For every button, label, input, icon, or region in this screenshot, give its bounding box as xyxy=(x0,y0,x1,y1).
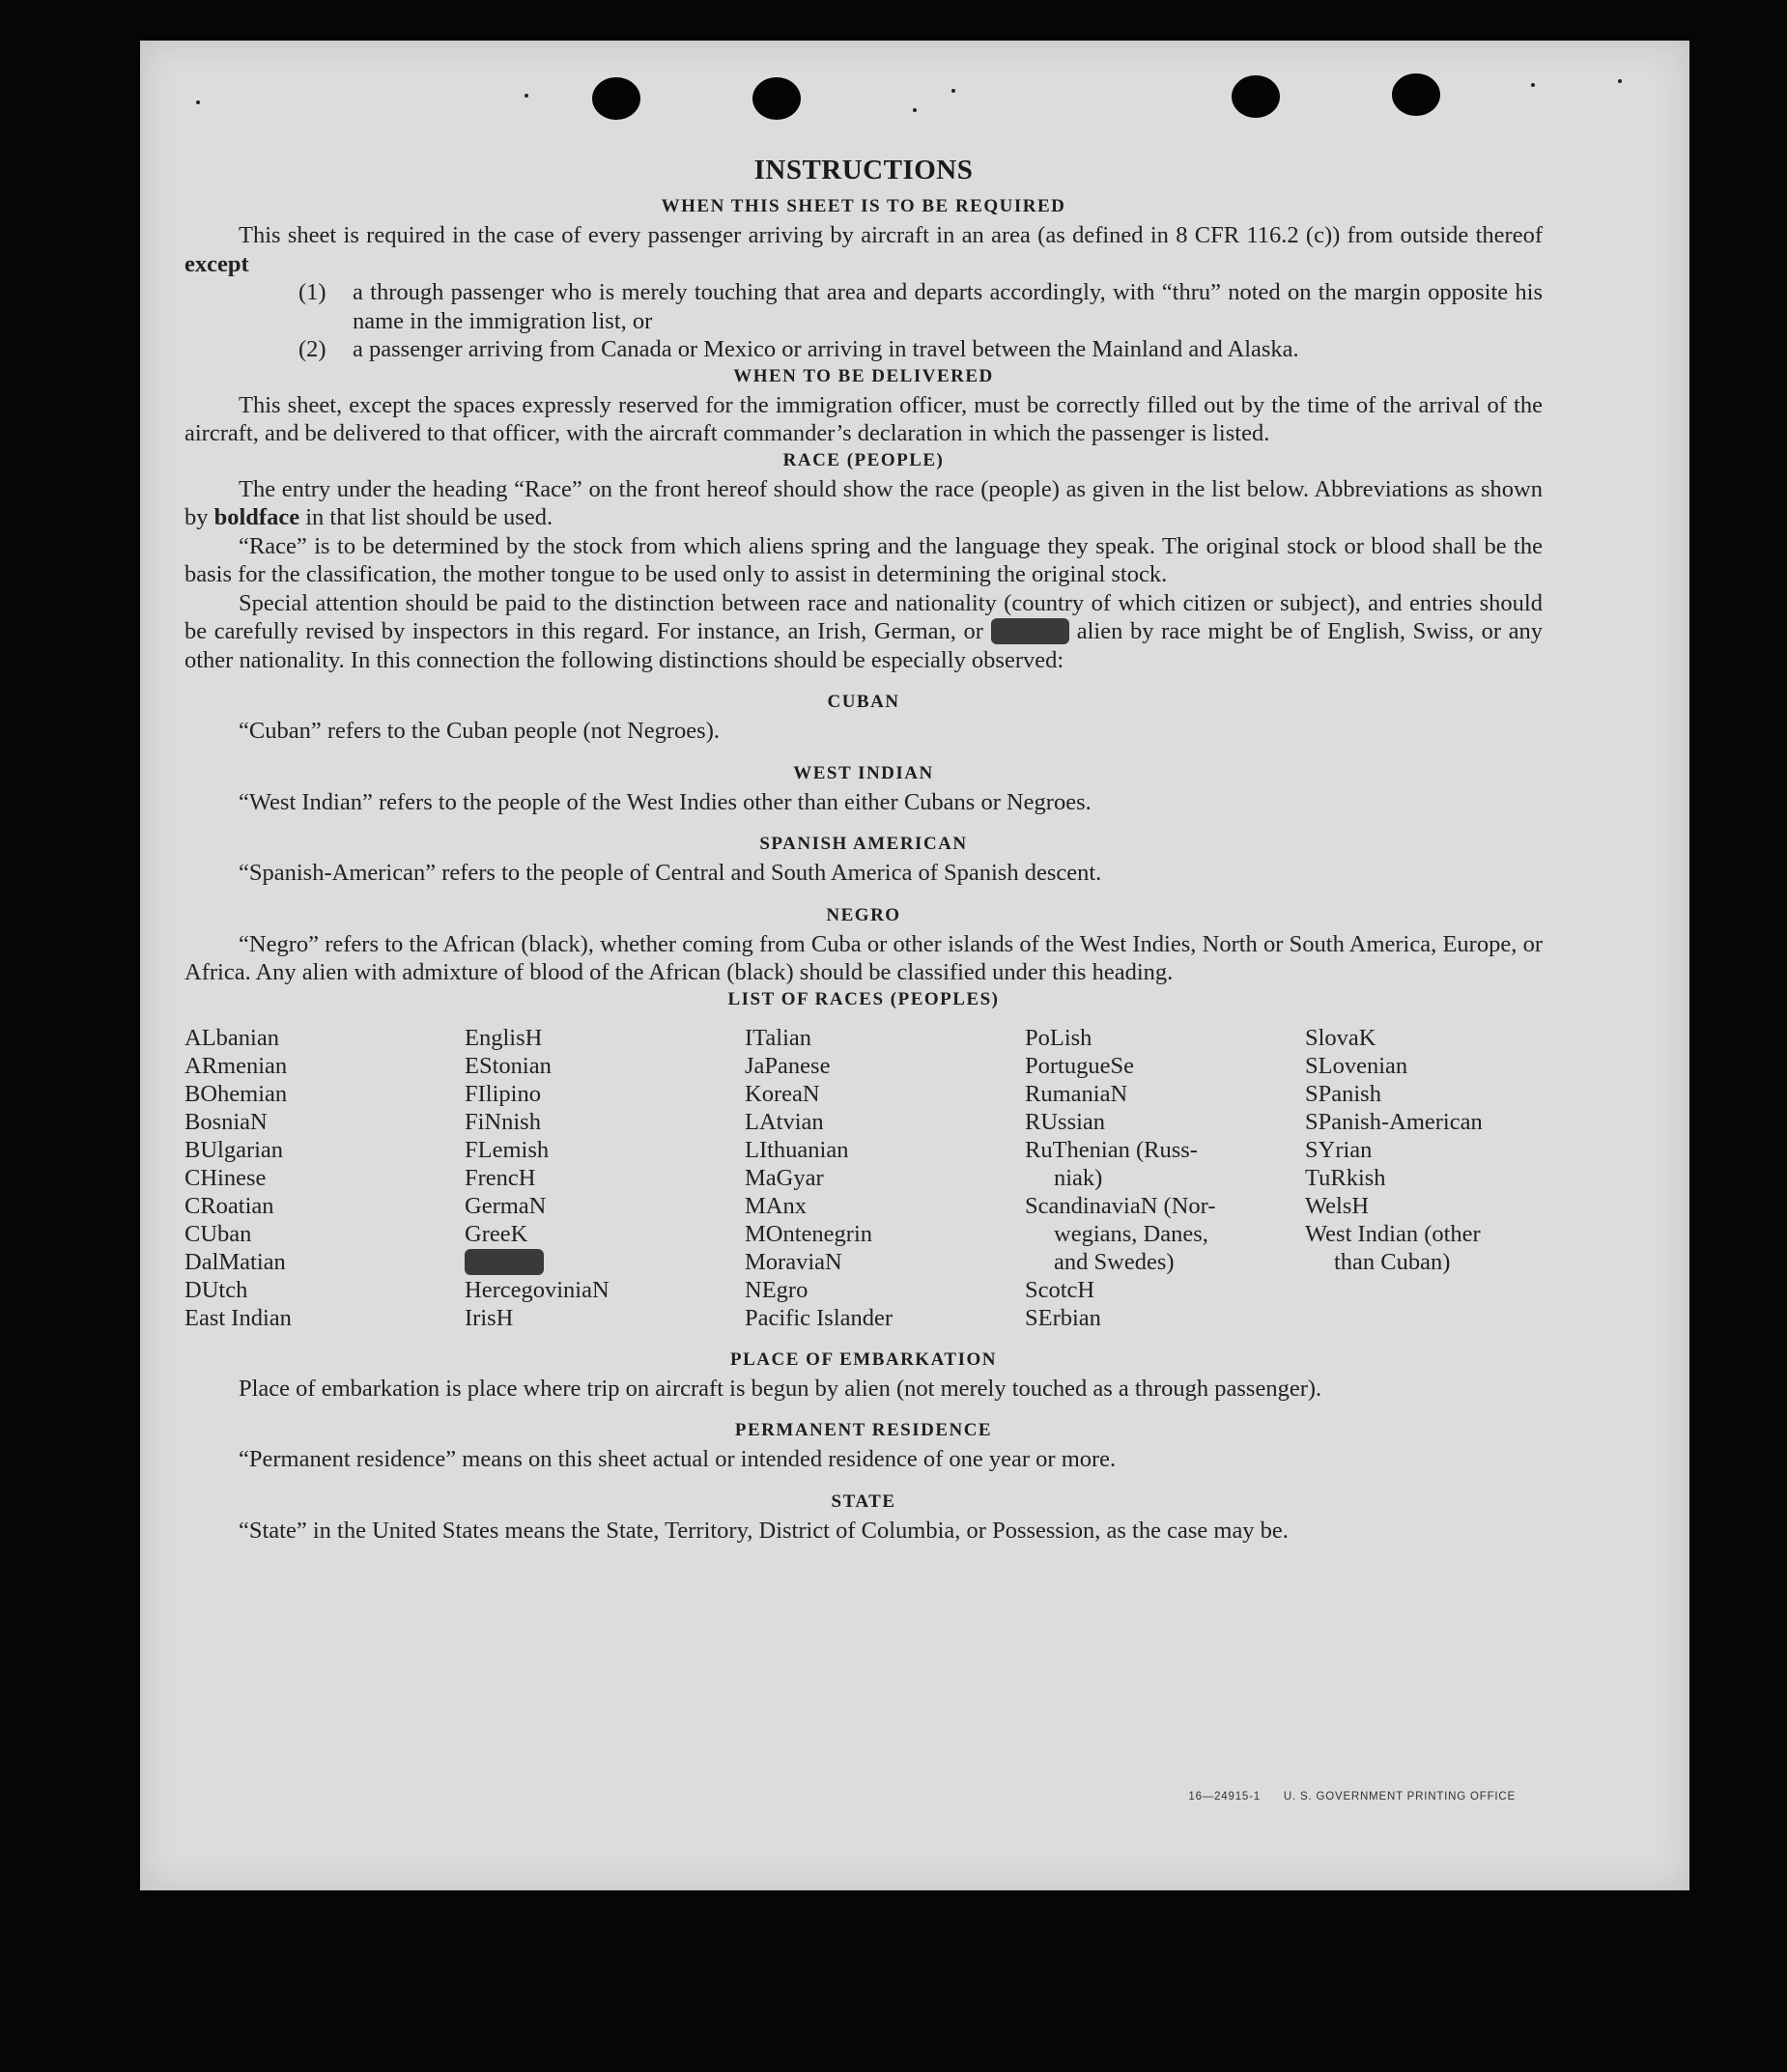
paragraph-race-1: The entry under the heading “Race” on the front hereof should show the race (people) as given in the list below. Abbreviations as shown by boldface in that list should be used. xyxy=(184,475,1543,530)
race-item: ScandinaviaN (Nor- xyxy=(1025,1192,1216,1219)
race-item-continued: niak) xyxy=(1054,1164,1103,1191)
section-heading-cuban: CUBAN xyxy=(827,692,900,712)
race-item: CUban xyxy=(184,1220,252,1247)
race-item: SLovenian xyxy=(1305,1052,1408,1079)
paragraph-state: “State” in the United States means the State, Territory, District of Columbia, or Possession, as the case may be. xyxy=(239,1517,1289,1544)
paragraph-when-required: This sheet is required in the case of every passenger arriving by aircraft in an area (as defined in 8 CFR 116.2 (c)) from outside thereof except xyxy=(184,222,1543,277)
race-item: HercegoviniaN xyxy=(465,1276,610,1303)
section-heading-when-delivered: WHEN TO BE DELIVERED xyxy=(733,365,994,386)
punch-hole xyxy=(592,77,640,120)
race-item: CHinese xyxy=(184,1164,267,1191)
section-heading-when-required: WHEN THIS SHEET IS TO BE REQUIRED xyxy=(661,196,1066,216)
race-item: ARmenian xyxy=(184,1052,288,1079)
race-item: BosniaN xyxy=(184,1108,268,1135)
race-item: SPanish xyxy=(1305,1080,1381,1107)
race-item: TuRkish xyxy=(1305,1164,1386,1191)
section-heading-west-indian: WEST INDIAN xyxy=(793,762,934,783)
race-list xyxy=(184,1024,1543,1332)
race-item: IrisH xyxy=(465,1304,514,1331)
race-column xyxy=(465,1024,745,1332)
race-item: SlovaK xyxy=(1305,1024,1376,1051)
race-column xyxy=(184,1024,465,1332)
race-item: DUtch xyxy=(184,1276,248,1303)
section-heading-spanish-american: SPANISH AMERICAN xyxy=(759,834,968,854)
race-item: SPanish-American xyxy=(1305,1108,1483,1135)
race-item: MAnx xyxy=(745,1192,807,1219)
race-item: MoraviaN xyxy=(745,1248,842,1275)
race-item: GermaN xyxy=(465,1192,547,1219)
punch-hole xyxy=(1232,75,1280,118)
punch-hole xyxy=(1392,73,1440,116)
race-item: MaGyar xyxy=(745,1164,824,1191)
race-item-struck: Hebrew xyxy=(467,1248,542,1275)
race-item: WelsH xyxy=(1305,1192,1370,1219)
speck xyxy=(1618,79,1622,83)
list-item: (1) a through passenger who is merely touching that area and departs accordingly, with “thru” noted on the margin opposite his name in the immigration list, or xyxy=(298,279,1543,334)
punch-hole xyxy=(752,77,801,120)
race-item: PortugueSe xyxy=(1025,1052,1134,1079)
printer-name: U. S. GOVERNMENT PRINTING OFFICE xyxy=(1283,1791,1516,1802)
speck xyxy=(913,108,917,112)
race-item: RUssian xyxy=(1025,1108,1106,1135)
race-item: NEgro xyxy=(745,1276,808,1303)
section-heading-state: STATE xyxy=(831,1490,896,1512)
race-item: PoLish xyxy=(1025,1024,1092,1051)
paragraph-when-delivered: This sheet, except the spaces expressly reserved for the immigration officer, must be correctly filled out by the time of the arrival of the aircraft, and be delivered to that officer, with the aircraft commander’s declaration in which the passenger is listed. xyxy=(184,391,1543,446)
speck xyxy=(1531,83,1535,87)
section-heading-race: RACE (PEOPLE) xyxy=(782,449,945,470)
form-number: 16—24915-1 xyxy=(1188,1791,1261,1802)
race-item: EStonian xyxy=(465,1052,552,1079)
race-item: BUlgarian xyxy=(184,1136,284,1163)
section-heading-list-of-races: LIST OF RACES (PEOPLES) xyxy=(727,988,1000,1009)
paragraph-cuban: “Cuban” refers to the Cuban people (not Negroes). xyxy=(239,718,720,744)
instruction-sheet xyxy=(140,41,1689,1890)
section-heading-residence: PERMANENT RESIDENCE xyxy=(734,1420,993,1440)
list-item: (2) a passenger arriving from Canada or Mexico or arriving in travel between the Mainland and Alaska. xyxy=(298,336,1299,362)
speck xyxy=(951,89,955,93)
speck xyxy=(196,100,200,104)
section-heading-embarkation: PLACE OF EMBARKATION xyxy=(730,1348,997,1370)
race-item: SErbian xyxy=(1025,1304,1101,1331)
race-item: RuThenian (Russ- xyxy=(1025,1136,1198,1163)
page-title: INSTRUCTIONS xyxy=(753,155,974,185)
printer-imprint xyxy=(1188,1791,1516,1802)
race-item: LIthuanian xyxy=(745,1136,849,1163)
paragraph-negro: “Negro” refers to the African (black), whether coming from Cuba or other islands of the West Indies, North or South America, Europe, or Africa. Any alien with admixture of blood of the African (black) should be classified under this heading. xyxy=(184,930,1543,985)
paragraph-residence: “Permanent residence” means on this sheet actual or intended residence of one year or more. xyxy=(239,1446,1117,1472)
race-item: FrencH xyxy=(465,1164,536,1191)
race-column xyxy=(1305,1024,1585,1332)
race-item: FLemish xyxy=(465,1136,550,1163)
race-item: JaPanese xyxy=(745,1052,831,1079)
speck xyxy=(525,94,528,98)
race-item: Pacific Islander xyxy=(745,1304,894,1331)
race-item: ScotcH xyxy=(1025,1276,1095,1303)
race-item: ITalian xyxy=(745,1024,812,1051)
race-item: RumaniaN xyxy=(1025,1080,1128,1107)
paragraph-race-2: “Race” is to be determined by the stock from which aliens spring and the language they speak. The original stock or blood shall be the basis for the classification, the mother tongue to be used only to assist in determining the original stock. xyxy=(184,532,1543,587)
race-item-continued: wegians, Danes, xyxy=(1054,1220,1208,1247)
race-item: CRoatian xyxy=(184,1192,274,1219)
race-item: MOntenegrin xyxy=(745,1220,872,1247)
race-item: FIlipino xyxy=(465,1080,541,1107)
paragraph-spanish-american: “Spanish-American” refers to the people of Central and South America of Spanish descent. xyxy=(239,860,1102,886)
race-column xyxy=(1025,1024,1305,1332)
race-item: DalMatian xyxy=(184,1248,286,1275)
race-item: East Indian xyxy=(184,1304,292,1331)
paragraph-west-indian: “West Indian” refers to the people of the West Indies other than either Cubans or Negroes. xyxy=(239,788,1092,815)
paragraph-embarkation: Place of embarkation is place where trip on aircraft is begun by alien (not merely touched as a through passenger). xyxy=(239,1375,1322,1402)
race-item: KoreaN xyxy=(745,1080,820,1107)
race-column xyxy=(745,1024,1025,1332)
section-heading-negro: NEGRO xyxy=(826,904,901,925)
paragraph-race-3: Special attention should be paid to the distinction between race and nationality (country of which citizen or subject), and entries should be carefully revised by inspectors in this regard. For instance, an Irish, German, or Hebrew alien by race might be of English, Swiss, or any other nationality. In this connection the following distinctions should be especially observed: xyxy=(184,589,1543,673)
race-item: West Indian (other xyxy=(1305,1220,1481,1247)
race-item-continued: and Swedes) xyxy=(1054,1248,1175,1275)
race-item: ALbanian xyxy=(184,1024,279,1051)
race-item: SYrian xyxy=(1305,1136,1373,1163)
race-item-continued: than Cuban) xyxy=(1334,1248,1451,1275)
race-item: FiNnish xyxy=(465,1108,541,1135)
race-item: BOhemian xyxy=(184,1080,288,1107)
race-item: EnglisH xyxy=(465,1024,543,1051)
race-item: GreeK xyxy=(465,1220,528,1247)
race-item: LAtvian xyxy=(745,1108,824,1135)
struck-out-word: Hebrew xyxy=(992,618,1068,644)
